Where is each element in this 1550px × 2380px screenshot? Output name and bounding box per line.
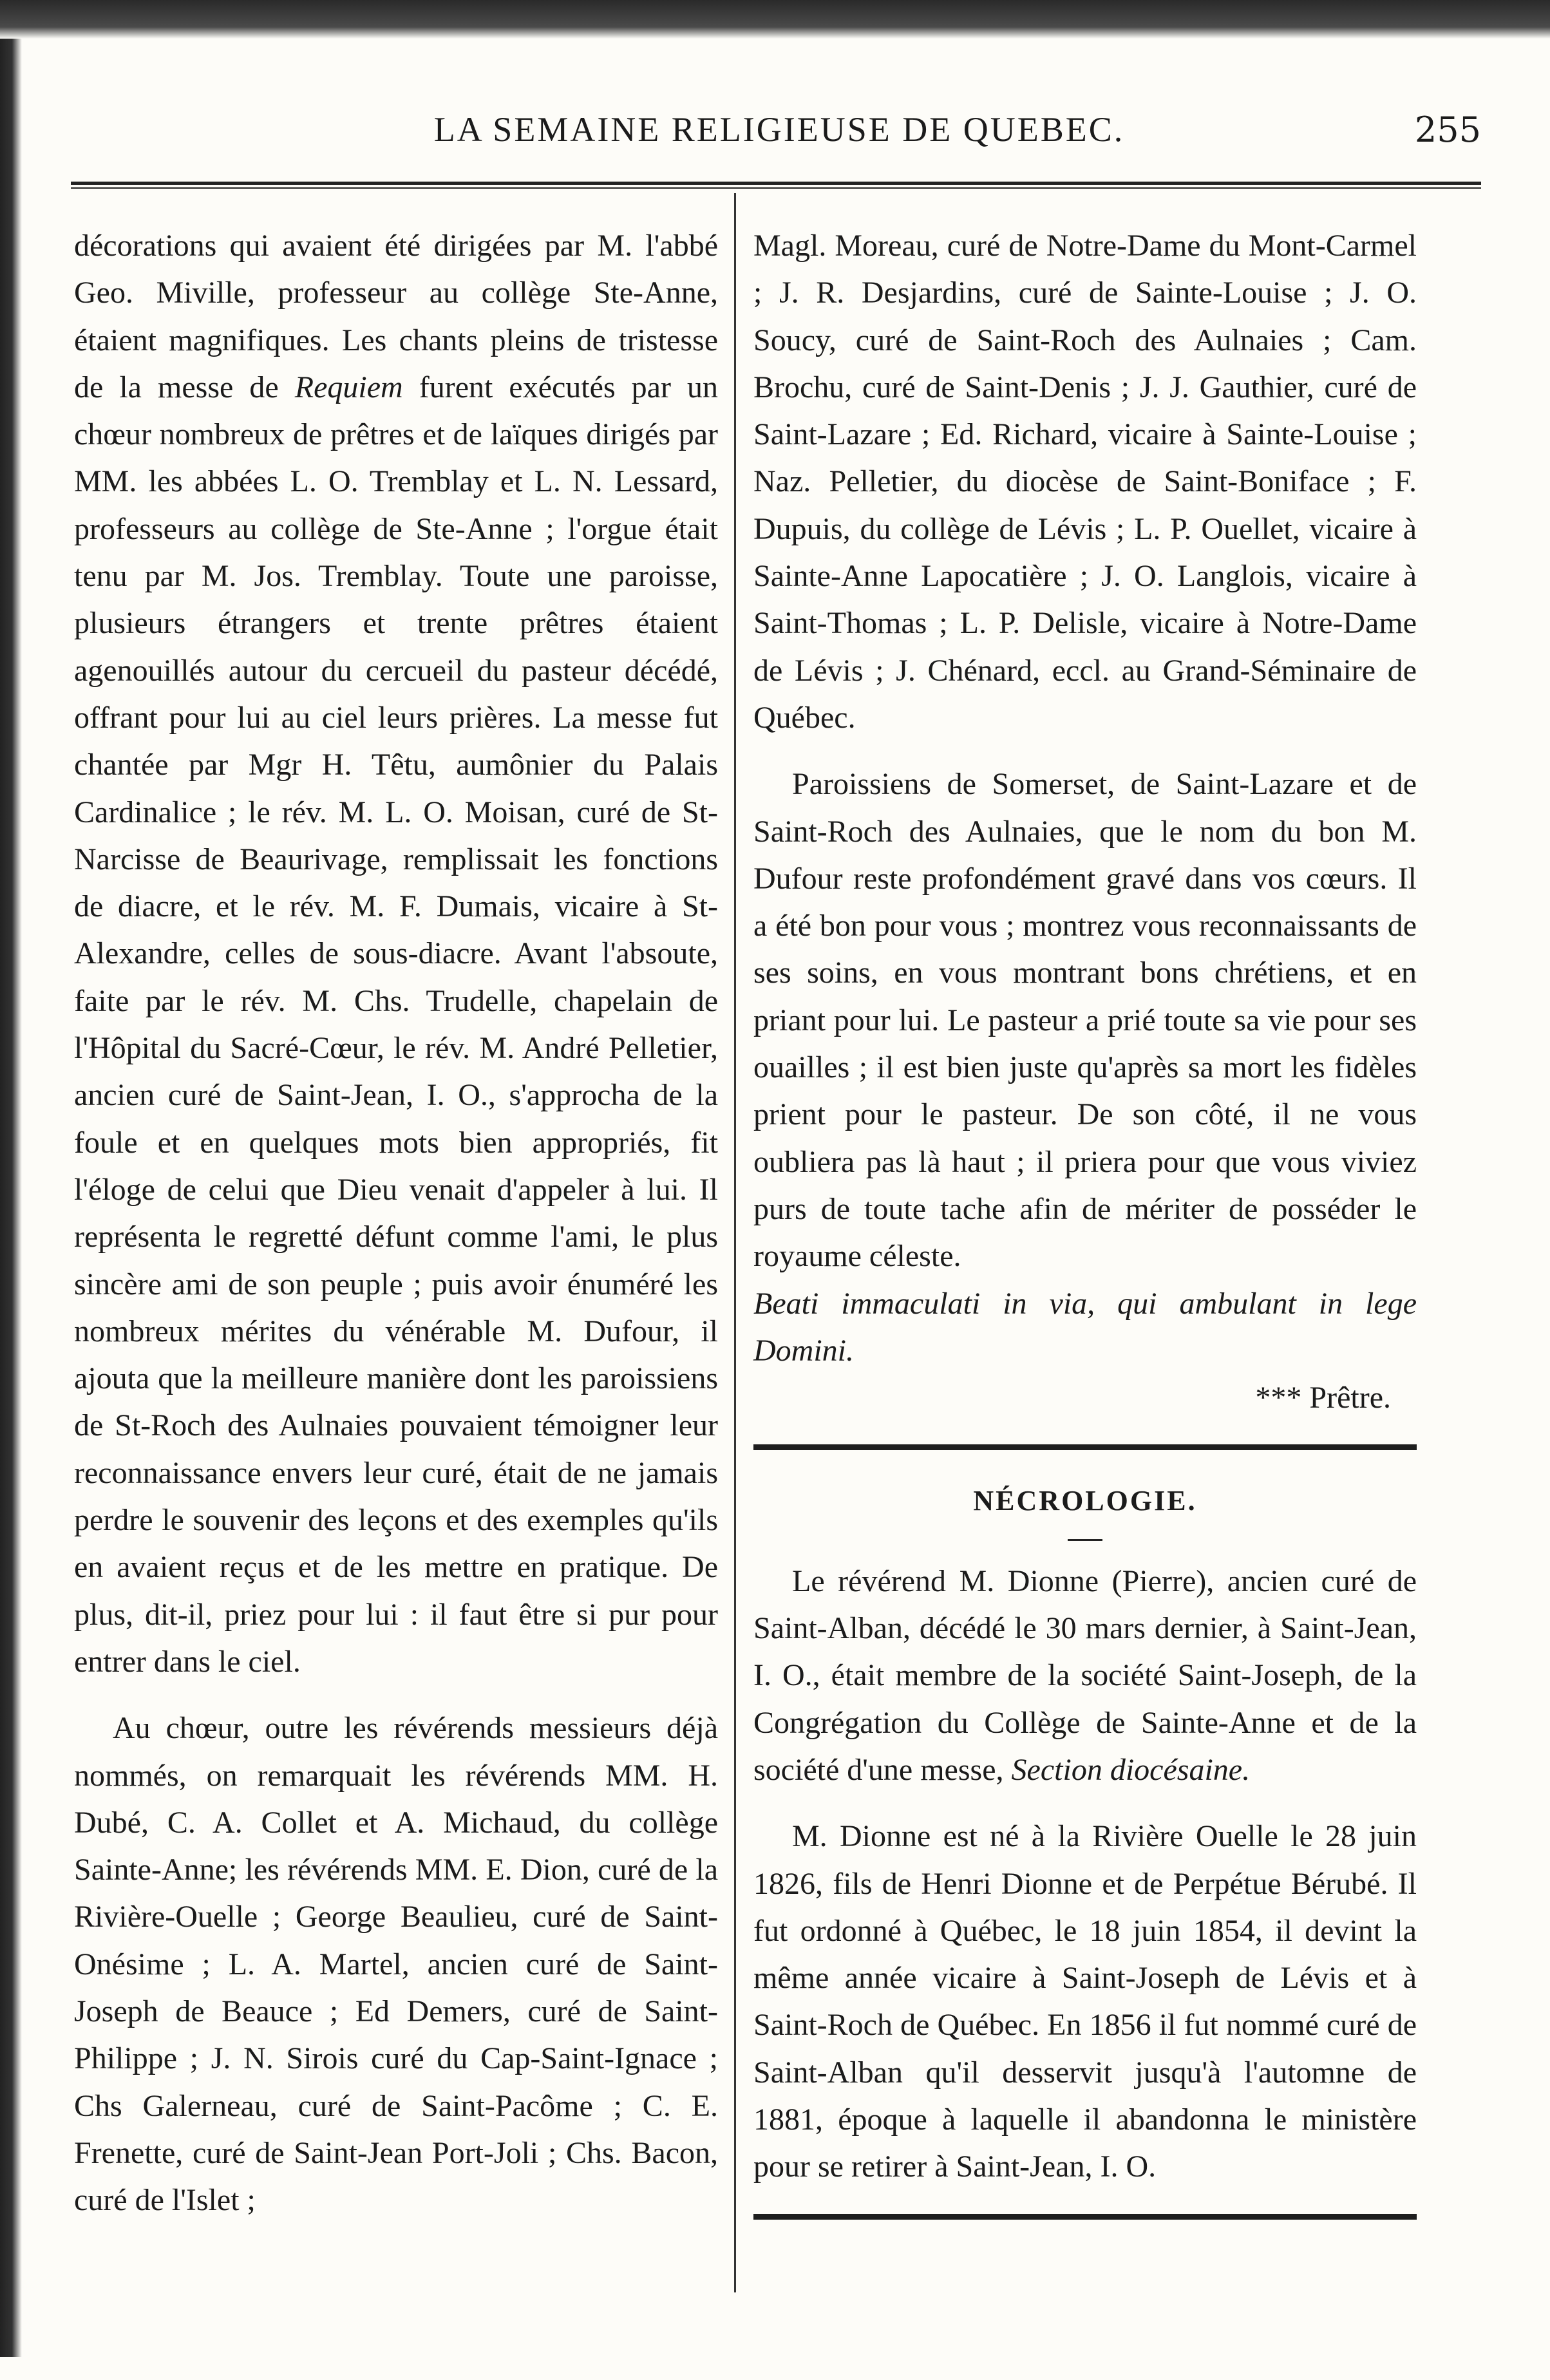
obituary-paragraph: M. Dionne est né à la Rivière Ouelle le 28 juin 1826, fils de Henri Dionne et de Perpétue Bérubé. Il fut ordonné à Québec, le 18 juin 1854, il devint la même année vicaire à Saint-Joseph de Lévis et à Saint-Roch de Québec. En 1856 il fut nommé curé de Saint-Alban qu'il desservit jusqu'à l'automne de 1881, époque à laquelle il abandonna le ministère pour se retirer à Saint-Jean, I. O. [753,1819,1417,2184]
article-paragraph: décorations qui avaient été dirigées par M. l'abbé Geo. Miville, professeur au collège Ste-Anne, étaient magnifiques. Les chants pleins de tristesse de la messe de Requiem furent exécutés par un chœur nombreux de prêtres et de laïques dirigés par MM. les abbées L. O. Tremblay et L. N. Lessard, professeurs au collège de Ste-Anne ; l'orgue était tenu par M. Jos. Tremblay. Toute une paroisse, plusieurs étrangers et trente prêtres étaient agenouillés autour du cercueil du pasteur décédé, offrant pour lui au ciel leurs prières. La messe fut chantée par Mgr H. Têtu, aumônier du Palais Cardinalice ; le rév. M. L. O. Moisan, curé de St-Narcisse de Beaurivage, remplissait les fonctions de diacre, et le rév. M. F. Dumais, vicaire à St-Alexandre, celles de sous-diacre. Avant l'absoute, faite par le rév. M. Chs. Trudelle, chapelain de l'Hôpital du Sacré-Cœur, le rév. M. André Pelletier, ancien curé de Saint-Jean, I. O., s'approcha de la foule et en quelques mots bien appropriés, fit l'éloge de celui que Dieu venait d'appeler à lui. Il représenta le regretté défunt comme l'ami, le plus sincère ami de son peuple ; puis avoir énuméré les nombreux mérites du vénérable M. Dufour, il ajouta que la meilleure manière dont les paroissiens de St-Roch des Aulnaies pouvaient témoigner leur reconnaissance envers leur curé, était de ne jamais perdre le souvenir des leçons et des exemples qu'ils en avaient reçus et de les mettre en pratique. De plus, dit-il, priez pour lui : il faut être si pur pour entrer dans le ciel. [74,229,719,1679]
article-paragraph: Au chœur, outre les révérends messieurs déjà nommés, on remarquait les révérends MM. H. Dubé, C. A. Collet et A. Michaud, du collège Sainte-Anne; les révérends MM. E. Dion, curé de la Rivière-Ouelle ; George Beaulieu, curé de Saint-Onésime ; L. A. Martel, ancien curé de Saint-Joseph de Beauce ; Ed Demers, curé de Saint-Philippe ; J. N. Sirois curé du Cap-Saint-Ignace ; Chs Galerneau, curé de Saint-Pacôme ; C. E. Frenette, curé de Saint-Jean Port-Joli ; Chs. Bacon, curé de l'Islet ; [74,1711,718,2218]
latin-quote: Beati immaculati in via, qui ambulant in lege Domini. [753,1286,1417,1368]
article-paragraph: Paroissiens de Somerset, de Saint-Lazare et de Saint-Roch des Aulnaies, que le nom du bon M. Dufour reste profondément gravé dans vos cœurs. Il a été bon pour vous ; montrez vous reconnaissants de ses soins, en vous montrant bons chrétiens, et en priant pour lui. Le pasteur a prié toute sa vie pour ses ouailles ; il est bien juste qu'après sa mort les fidèles prient pour le pasteur. De son côté, il ne vous oubliera pas là haut ; il priera pour que vous viviez purs de toute tache afin de mériter de posséder le royaume céleste. [753,767,1417,1274]
obituary-paragraph: Le révérend M. Dionne (Pierre), ancien curé de Saint-Alban, décédé le 30 mars dernier, à Saint-Jean, I. O., était membre de la société Saint-Joseph, de la Congrégation du Collège de Sainte-Anne et de la société d'une messe, Section diocésaine. [753,1563,1417,1787]
end-rule [753,2214,1417,2220]
binding-spine-shadow [0,39,22,2357]
article-paragraph: Magl. Moreau, curé de Notre-Dame du Mont-Carmel ; J. R. Desjardins, curé de Sainte-Louise ; J. O. Soucy, curé de Saint-Roch des Aulnaies ; Cam. Brochu, curé de Saint-Denis ; J. J. Gauthier, curé de Saint-Lazare ; Ed. Richard, vicaire à Sainte-Louise ; Naz. Pelletier, du diocèse de Saint-Boniface ; F. Dupuis, du collège de Lévis ; L. P. Ouellet, vicaire à Sainte-Anne Lapocatière ; J. O. Langlois, vicaire à Saint-Thomas ; L. P. Delisle, vicaire à Notre-Dame de Lévis ; J. Chénard, eccl. au Grand-Séminaire de Québec. [753,229,1417,735]
left-column [74,222,718,2224]
section-title: NÉCROLOGIE. [973,1485,1197,1517]
page-header [77,109,1481,167]
right-column [753,222,1417,2220]
title-dash [1068,1539,1102,1541]
header-rule [71,182,1481,189]
scan-edge-shadow [0,0,1550,39]
column-divider [734,193,736,2292]
section-rule [753,1444,1417,1450]
signature: *** Prêtre. [1255,1381,1391,1415]
running-title: LA SEMAINE RELIGIEUSE DE QUEBEC. [433,110,1125,149]
page-number: 255 [1414,109,1481,150]
